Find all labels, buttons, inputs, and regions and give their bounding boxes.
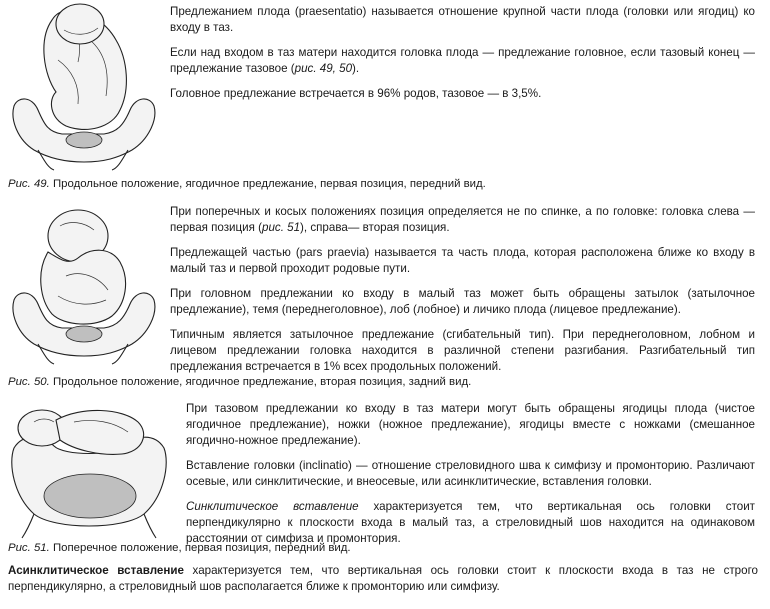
paragraph-presenting-part: Предлежащей частью (pars praevia) называется та часть плода, которая расположена ближе ко входу в малый таз и первой проходит родовые пути. [170,246,755,275]
term-synclitic: Синклитическое вставление [186,500,359,513]
paragraph-text: характеризуется тем, что вертикальная ось головки стоит перпендикулярно к плоскости входа в малый таз, а стреловидный шов находится на одинаковом расстоянии от симфиза и промонтория. [186,500,755,545]
asynclitic-text-block [8,563,758,595]
paragraph-frequency: Головное предлежание встречается в 96% родов, тазовое — в 3,5%. [170,87,542,100]
paragraph-synclitic [186,499,755,547]
figure-49-caption [8,177,486,191]
breech-text-block [186,401,755,547]
paragraph-asynclitic [8,563,758,595]
caption-text: Продольное положение, ягодичное предлежание, вторая позиция, задний вид. [49,376,472,388]
caption-ref: Рис. 51. [8,542,50,554]
figure-51-caption [8,541,351,555]
paragraph-text-end: ). [352,62,360,75]
figure-50-illustration [8,196,158,368]
paragraph-text-end: ), справа— вторая позиция. [300,221,450,234]
paragraph-transverse-position [170,204,755,236]
figure-51-illustration [4,392,176,542]
position-text-block [170,204,755,375]
paragraph-head-vs-breech [170,45,755,77]
paragraph-text: При поперечных и косых положениях позиция определяется не по спинке, а по головке: головка слева — первая позиция ( [170,205,755,234]
paragraph-text: Если над входом в таз матери находится головка плода — предлежание головное, если тазовый конец — предлежание тазовое ( [170,46,755,75]
paragraph-text: характеризуется тем, что вертикальная ось головки стоит к плоскости входа в таз не строго перпендикулярно, а стреловидный шов располагается ближе к промонторию или симфизу. [8,564,758,593]
caption-text: Продольное положение, ягодичное предлежание, первая позиция, передний вид. [49,178,486,190]
figure-50-caption [8,375,471,389]
figure-49-illustration [8,0,158,172]
intro-text-block [170,4,755,102]
paragraph-presentation-definition: Предлежанием плода (praesentatio) называется отношение крупной части плода (головки или ягодиц) ко входу в таз. [170,5,755,34]
paragraph-inclination: Вставление головки (inclinatio) — отношение стреловидного шва к симфизу и промонторию. Различают осевые, или синклитические, и внеосевые, или асинклитические, вставления головки. [186,459,755,488]
caption-ref: Рис. 49. [8,178,50,190]
paragraph-breech-presentation: При тазовом предлежании ко входу в таз матери могут быть обращены ягодицы плода (чистое ягодичное предлежание), ножки (ножное предлежание), ягодицы вместе с ножками (смешанное ягодично-ножное предлежание). [186,402,755,447]
paragraph-cephalic-presentation: При головном предлежании ко входу в малый таз может быть обращены затылок (затылочное предлежание), темя (переднеголовное), лоб (лобное) и личико плода (лицевое предлежание). [170,287,755,316]
figure-reference: рис. 49, 50 [294,62,353,75]
paragraph-occipital-typical: Типичным является затылочное предлежание (сгибательный тип). При переднеголовном, лобном и лицевом предлежании головка находится в различной степени разгибания. Разгибательный тип предлежания встречается в 1% всех продольных положений. [170,328,755,373]
figure-reference: рис. 51 [262,221,301,234]
term-asynclitic: Асинклитическое вставление [8,564,184,577]
caption-text: Поперечное положение, первая позиция, передний вид. [49,542,351,554]
caption-ref: Рис. 50. [8,376,50,388]
